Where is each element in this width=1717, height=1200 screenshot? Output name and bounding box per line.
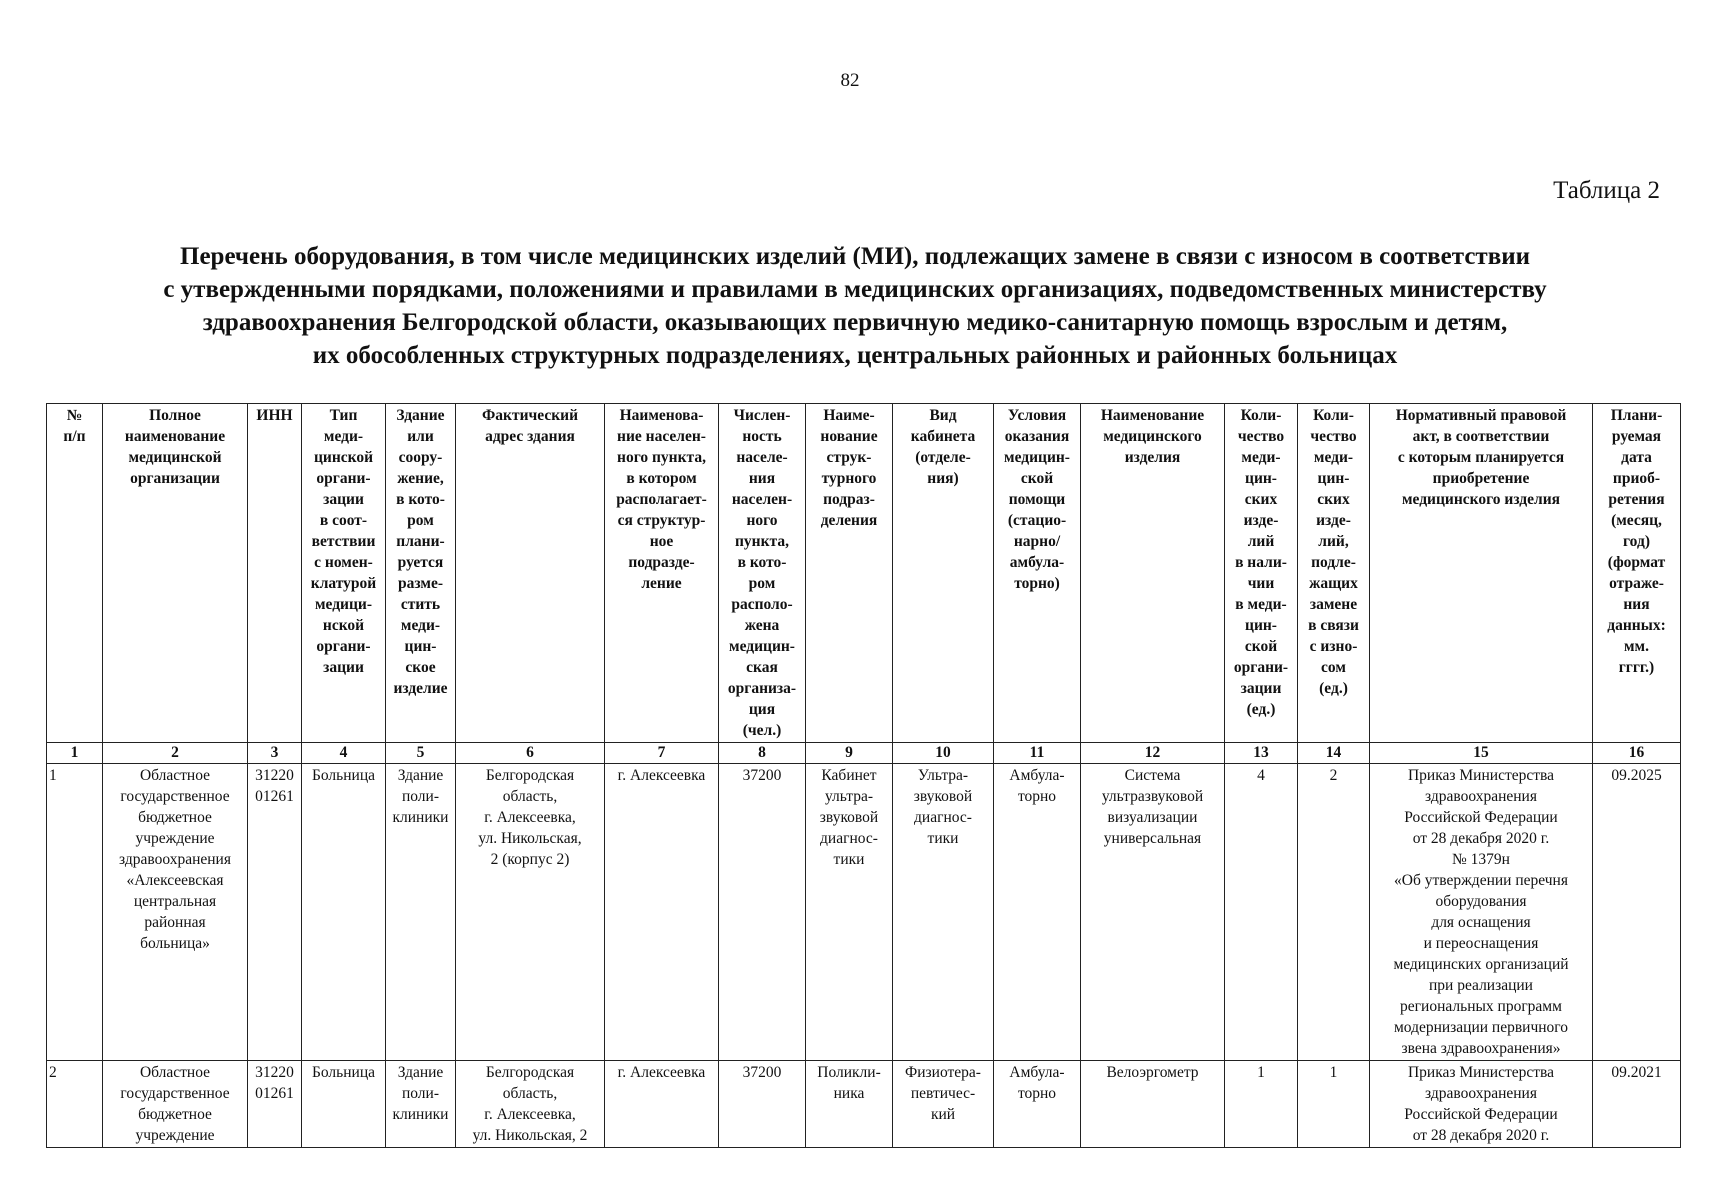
care-conditions-cell: Амбула- торно — [994, 1061, 1081, 1148]
office-type-cell: Физиотера- певтичес- кий — [893, 1061, 994, 1148]
inn-cell: 31220 01261 — [248, 1061, 302, 1148]
address-cell: Белгородская область, г. Алексеевка, ул. Никольская, 2 — [456, 1061, 605, 1148]
table-caption: Таблица 2 — [1553, 177, 1660, 204]
column-number: 13 — [1225, 743, 1298, 764]
legal-act-cell: Приказ Министерства здравоохранения Российской Федерации от 28 декабря 2020 г. № 1379н «Об утверждении перечня оборудования для оснащения и переоснащения медицинских организаций при реализации региональных программ модернизации первичного звена здравоохранения» — [1370, 764, 1593, 1061]
devices-to-replace-cell: 2 — [1298, 764, 1370, 1061]
column-number: 5 — [386, 743, 456, 764]
title-line: их обособленных структурных подразделениях, центральных районных и районных больницах — [312, 342, 1398, 369]
header-cell: Наиме- нование струк- турного подраз- деления — [806, 404, 893, 743]
row-number-cell: 2 — [47, 1061, 103, 1148]
legal-act-cell: Приказ Министерства здравоохранения Российской Федерации от 28 декабря 2020 г. — [1370, 1061, 1593, 1148]
column-number: 10 — [893, 743, 994, 764]
column-number: 7 — [605, 743, 719, 764]
title-line: здравоохранения Белгородской области, оказывающих первичную медико-санитарную помощь взрослым и детям, — [202, 309, 1508, 336]
header-cell: № п/п — [47, 404, 103, 743]
row-number-cell: 1 — [47, 764, 103, 1061]
header-cell: Полное наименование медицинской организации — [103, 404, 248, 743]
page-number: 82 — [840, 70, 860, 91]
building-cell: Здание поли- клиники — [386, 764, 456, 1061]
office-type-cell: Ультра- звуковой диагнос- тики — [893, 764, 994, 1061]
inn-cell: 31220 01261 — [248, 764, 302, 1061]
column-number: 1 — [47, 743, 103, 764]
care-conditions-cell: Амбула- торно — [994, 764, 1081, 1061]
header-cell: Плани- руемая дата приоб- ретения (месяц, год) (формат отраже- ния данных: мм. гггг.) — [1593, 404, 1681, 743]
organization-cell: Областное государственное бюджетное учреждение — [103, 1061, 248, 1148]
header-cell: Коли- чество меди- цин- ских изде- лий, подле- жащих замене в связи с изно- сом (ед.) — [1298, 404, 1370, 743]
devices-to-replace-cell: 1 — [1298, 1061, 1370, 1148]
header-cell: Тип меди- цинской органи- зации в соот- ветствии с номен- клатурой медици- нской органи- зации — [302, 404, 386, 743]
org-type-cell: Больница — [302, 764, 386, 1061]
column-number: 2 — [103, 743, 248, 764]
document-title — [40, 240, 1670, 372]
column-number: 11 — [994, 743, 1081, 764]
header-cell: Наименование медицинского изделия — [1081, 404, 1225, 743]
title-line: с утвержденными порядками, положениями и правилами в медицинских организациях, подведомственных министерству — [163, 276, 1547, 303]
column-number: 12 — [1081, 743, 1225, 764]
device-name-cell: Велоэргометр — [1081, 1061, 1225, 1148]
column-number: 9 — [806, 743, 893, 764]
column-number: 3 — [248, 743, 302, 764]
organization-cell: Областное государственное бюджетное учреждение здравоохранения «Алексеевская центральная районная больница» — [103, 764, 248, 1061]
planned-date-cell: 09.2021 — [1593, 1061, 1681, 1148]
table-row — [47, 764, 1681, 1061]
table-row — [47, 1061, 1681, 1148]
equipment-table — [46, 403, 1681, 1148]
devices-available-cell: 1 — [1225, 1061, 1298, 1148]
org-type-cell: Больница — [302, 1061, 386, 1148]
column-number: 6 — [456, 743, 605, 764]
header-cell: Здание или соору- жение, в кото- ром плани- руется разме- стить меди- цин- ское изделие — [386, 404, 456, 743]
header-cell: Коли- чество меди- цин- ских изде- лий в нали- чии в меди- цин- ской органи- зации (ед.) — [1225, 404, 1298, 743]
column-number: 14 — [1298, 743, 1370, 764]
header-cell: Числен- ность населе- ния населен- ного пункта, в кото- ром располо- жена медицин- ская организа- ция (чел.) — [719, 404, 806, 743]
header-cell: Фактический адрес здания — [456, 404, 605, 743]
planned-date-cell: 09.2025 — [1593, 764, 1681, 1061]
address-cell: Белгородская область, г. Алексеевка, ул. Никольская, 2 (корпус 2) — [456, 764, 605, 1061]
header-cell: Наименова- ние населен- ного пункта, в котором располагает- ся структур- ное подразде- ление — [605, 404, 719, 743]
column-number: 8 — [719, 743, 806, 764]
subdivision-cell: Поликли- ника — [806, 1061, 893, 1148]
column-number: 15 — [1370, 743, 1593, 764]
subdivision-cell: Кабинет ультра- звуковой диагнос- тики — [806, 764, 893, 1061]
locality-cell: г. Алексеевка — [605, 764, 719, 1061]
column-number: 4 — [302, 743, 386, 764]
title-line: Перечень оборудования, в том числе медицинских изделий (МИ), подлежащих замене в связи с износом в соответствии — [180, 243, 1530, 270]
population-cell: 37200 — [719, 1061, 806, 1148]
table-header-row — [47, 404, 1681, 743]
header-cell: ИНН — [248, 404, 302, 743]
header-cell: Условия оказания медицин- ской помощи (стацио- нарно/ амбула- торно) — [994, 404, 1081, 743]
locality-cell: г. Алексеевка — [605, 1061, 719, 1148]
devices-available-cell: 4 — [1225, 764, 1298, 1061]
header-cell: Нормативный правовой акт, в соответствии с которым планируется приобретение медицинского изделия — [1370, 404, 1593, 743]
column-number: 16 — [1593, 743, 1681, 764]
header-cell: Вид кабинета (отделе- ния) — [893, 404, 994, 743]
building-cell: Здание поли- клиники — [386, 1061, 456, 1148]
device-name-cell: Система ультразвуковой визуализации универсальная — [1081, 764, 1225, 1061]
population-cell: 37200 — [719, 764, 806, 1061]
column-number-row — [47, 743, 1681, 764]
